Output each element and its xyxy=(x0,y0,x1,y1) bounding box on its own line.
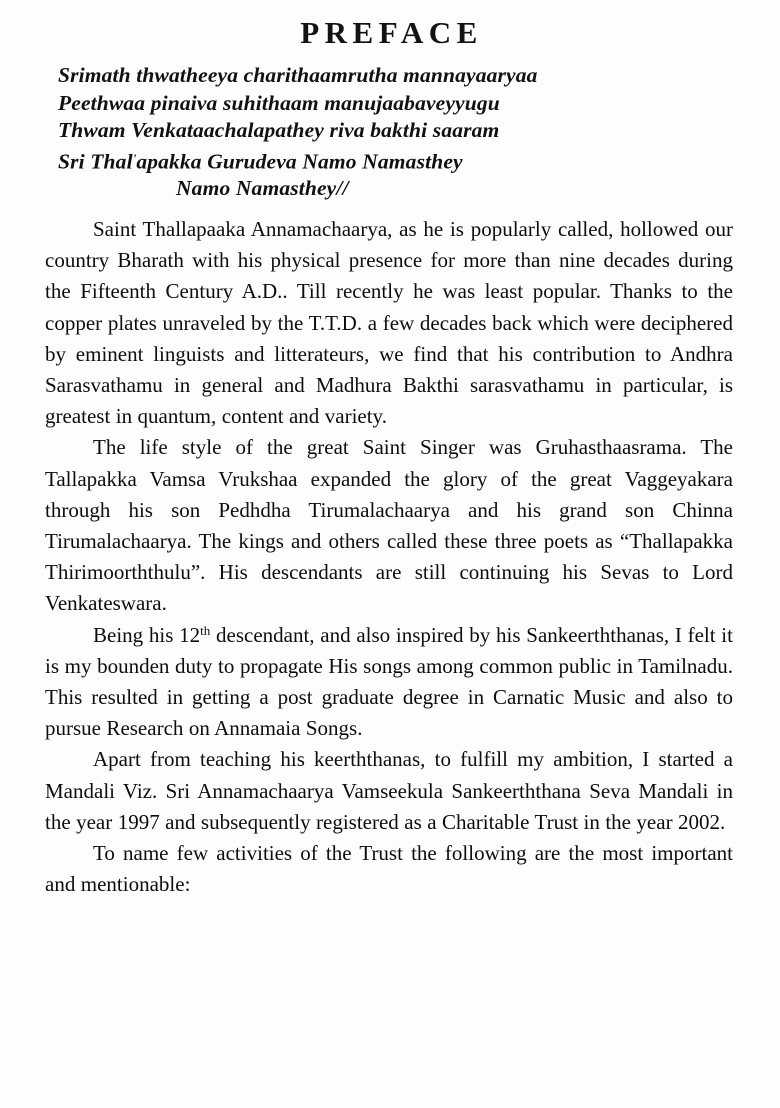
verse-line-text: Thwam Venkataachalapathey riva bakthi saaram xyxy=(58,118,500,142)
verse-line xyxy=(58,175,733,203)
verse-line-text: Namo Namasthey// xyxy=(176,176,349,201)
paragraph-mandali xyxy=(45,744,733,838)
body-copy xyxy=(45,203,733,900)
verse-line-text: Srimath thwatheeya charithaamrutha mannayaaryaa xyxy=(58,63,538,87)
verse-line xyxy=(58,90,733,118)
page-content xyxy=(45,0,733,900)
paragraph-text: To name few activities of the Trust the following are the most important and mentionable: xyxy=(45,841,733,897)
verse-line xyxy=(58,145,733,176)
paragraph-text: Being his 12 xyxy=(93,622,201,647)
paragraph-activities xyxy=(45,838,733,900)
paragraph-text-tail: descendant, and also inspired by his Sankeerththanas, I felt it is my bounden duty to propagate His songs among common public in Tamilnadu. This resulted in getting a post graduate degree in Carnatic Music and also to pursue Research on Annamaia Songs. xyxy=(45,622,733,741)
paragraph-text: The life style of the great Saint Singer was Gruhasthaasrama. The Tallapakka Vamsa Vrukshaa expanded the glory of the great Vaggeyakara through his son Pedhdha Tirumalachaarya and his grand son Chinna Tirumalachaarya. The kings and others called these three poets as “Thallapakka Thirimoorththulu”. His descendants are still continuing his Sevas to Lord Venkateswara. xyxy=(45,435,733,616)
verse-line xyxy=(58,117,733,145)
verse-line xyxy=(58,62,733,90)
paragraph-life-style xyxy=(45,432,733,619)
paragraph-text: Saint Thallapaaka Annamachaarya, as he is popularly called, hollowed our country Bharath with his physical presence for more than nine decades during the Fifteenth Century A.D.. Till recently he was least popular. Thanks to the copper plates unraveled by the T.T.D. a few decades back which were deciphered by eminent linguists and litterateurs, we find that his contribution to Andhra Sarasvathamu in general and Madhura Bakthi sarasvathamu in particular, is greatest in quantum, content and variety. xyxy=(45,216,733,429)
sanskrit-verse-block xyxy=(45,48,733,203)
paragraph-saint-annamachaarya xyxy=(45,214,733,432)
paragraph-twelfth-descendant xyxy=(45,620,733,745)
verse-line-text: Peethwaa pinaiva suhithaam manujaabaveyyugu xyxy=(58,90,500,115)
verse-line-text-tail: apakka Gurudeva Namo Namasthey xyxy=(136,148,463,173)
page-title: PREFACE xyxy=(300,15,483,50)
raised-apostrophe-mark: ' xyxy=(132,150,137,166)
verse-line-text: Sri Thal xyxy=(58,148,133,173)
ordinal-suffix: th xyxy=(200,622,211,638)
paragraph-text: Apart from teaching his keerththanas, to fulfill my ambition, I started a Mandali Viz. Sri Annamachaarya Vamseekula Sankeerththana Seva Mandali in the year 1997 and subsequently registered as a Charitable Trust in the year 2002. xyxy=(45,747,733,834)
